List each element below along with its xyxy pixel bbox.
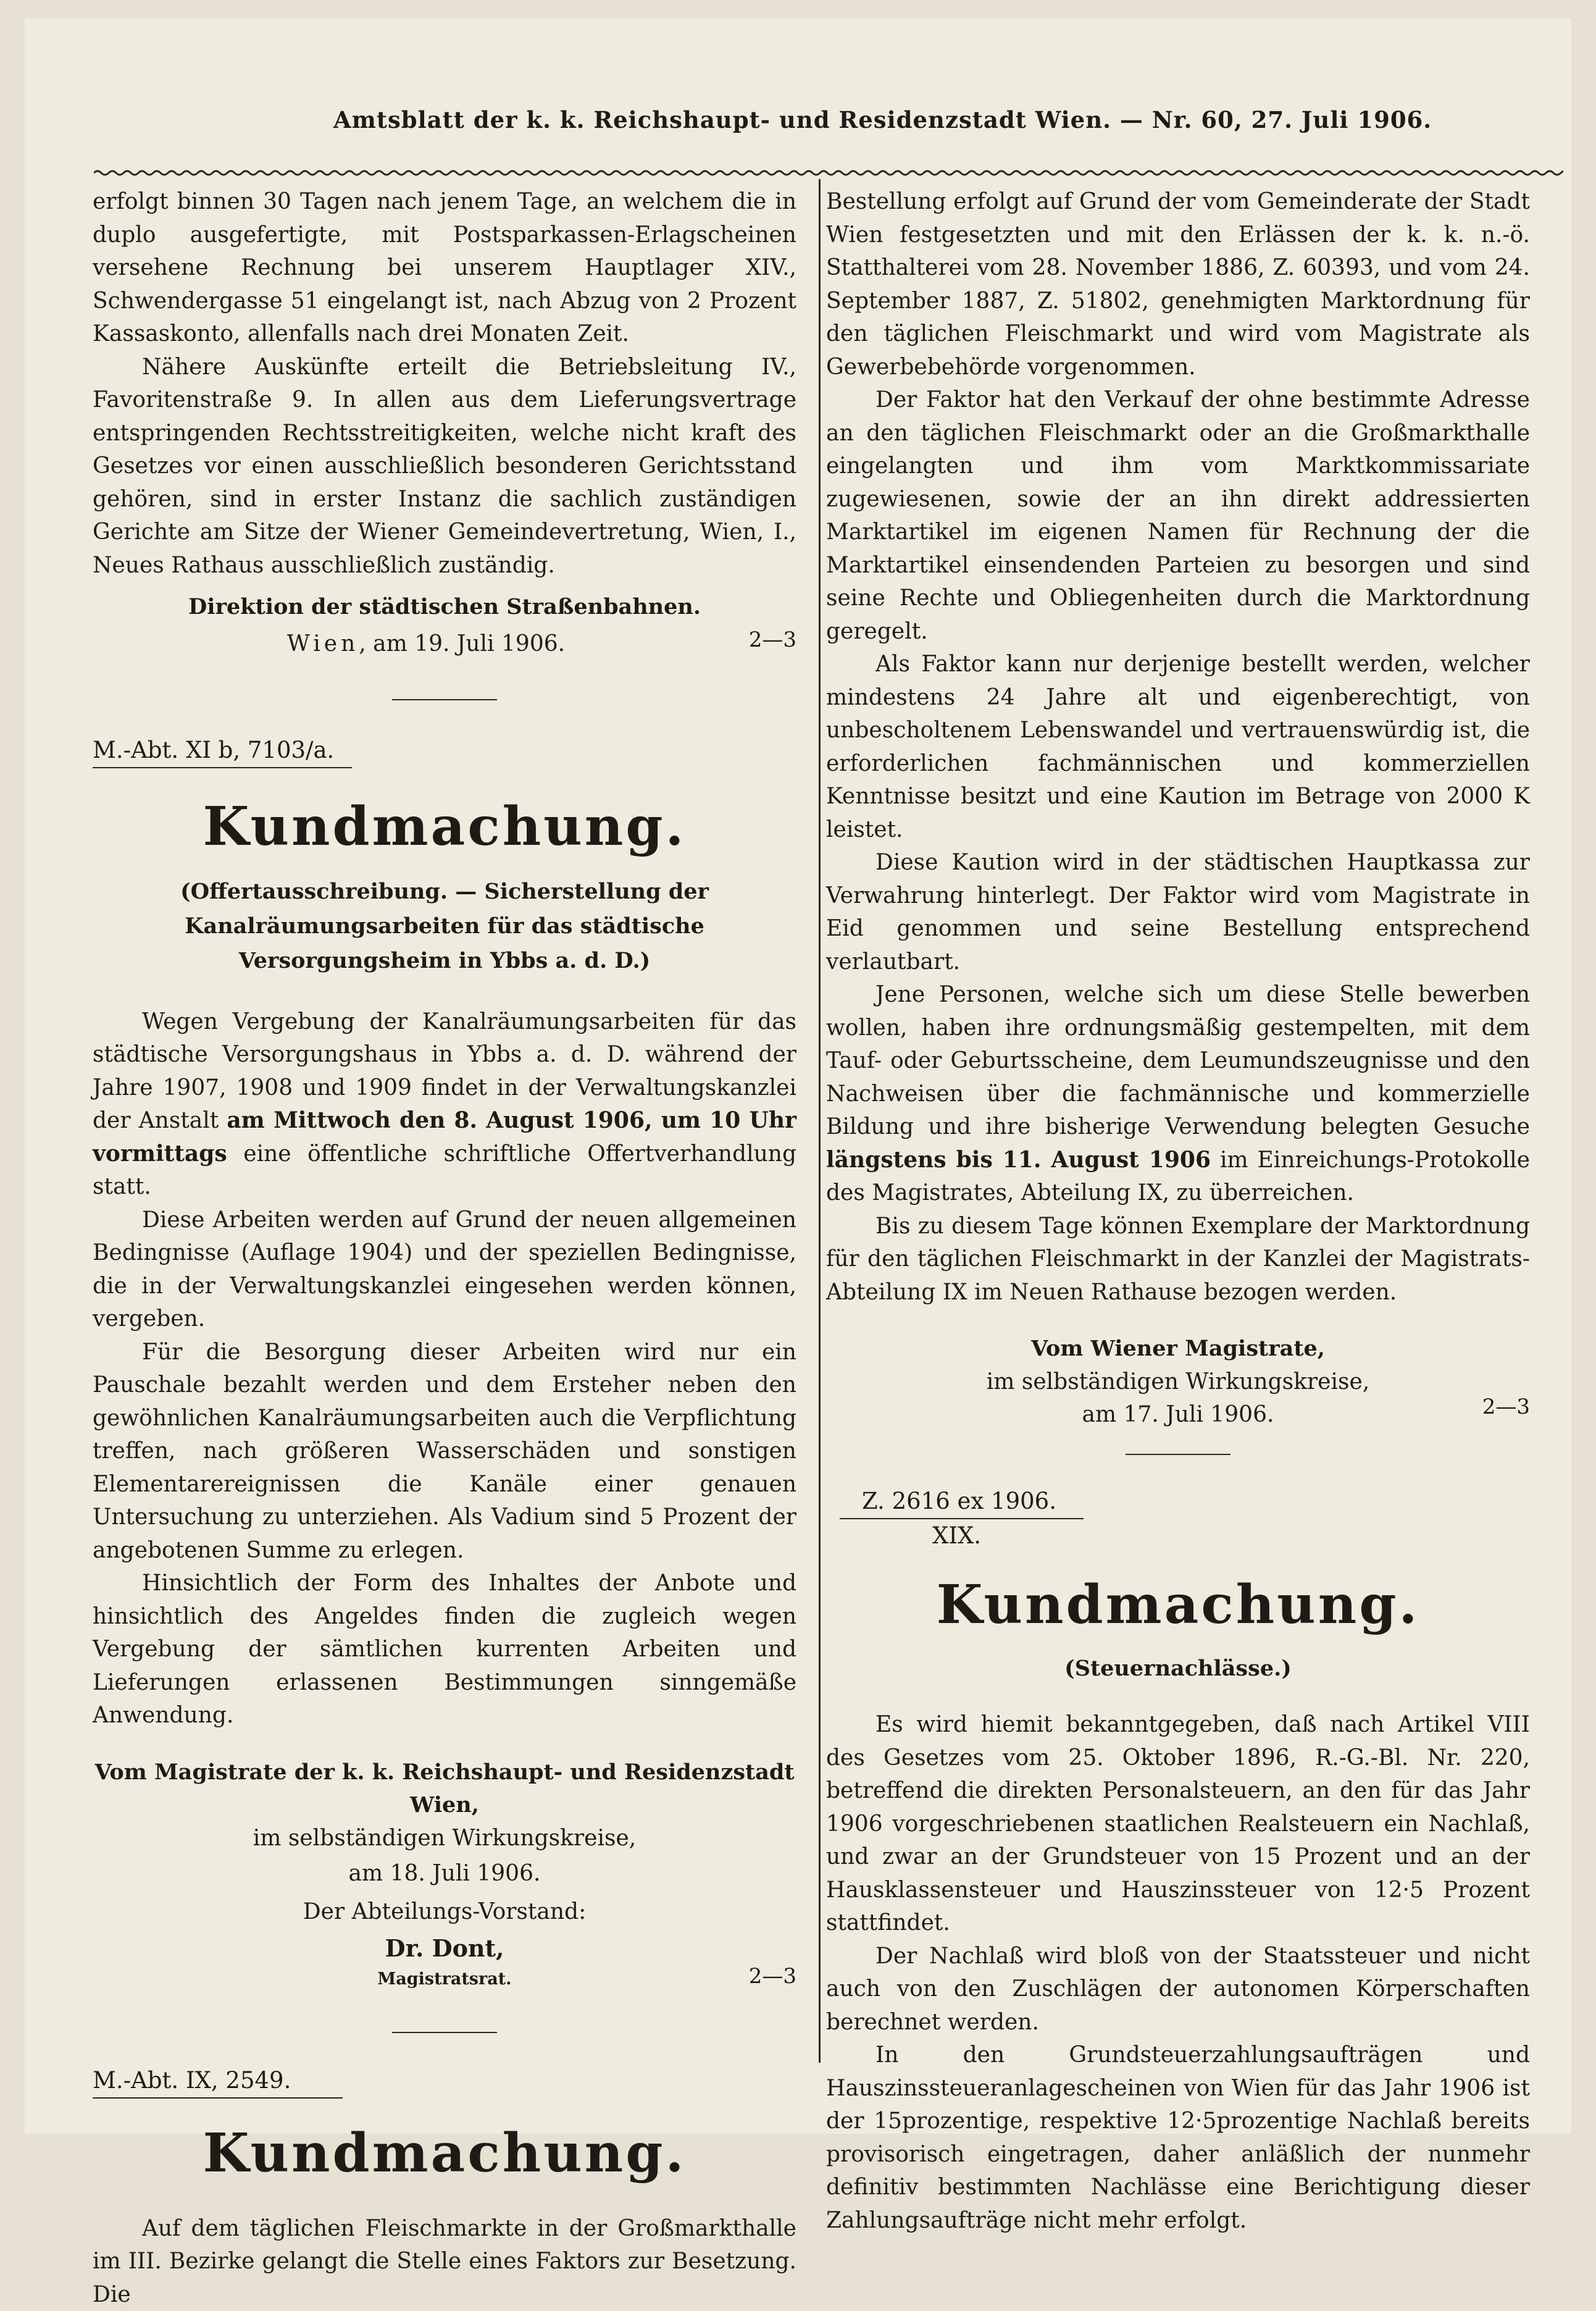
notice2-p5-deadline: längstens bis 11. August 1906: [826, 1147, 1211, 1173]
notice2-sig-line1: Vom Wiener Magistrate,: [826, 1332, 1530, 1365]
intro-date-row: [93, 627, 796, 661]
notice2-paragraph-1-start: Auf dem täglichen Fleischmarkte in der Großmarkthalle im III. Bezirke gelangt die Stelle eines Faktors zur Besetzung. Die: [93, 2212, 796, 2311]
intro-number: 2—3: [749, 627, 796, 652]
separator-rule: [392, 2032, 497, 2033]
notice1-p1-end: eine öffentliche schriftliche Offertverhandlung statt.: [93, 1141, 796, 1200]
notice3-ref: Z. 2616 ex 1906.: [840, 1485, 1084, 1518]
notice3-title: Kundmachung.: [826, 1571, 1530, 1639]
notice2-paragraph-5: [826, 978, 1530, 1210]
notice2-paragraph-3: Als Faktor kann nur derjenige bestellt werden, welcher mindestens 24 Jahre alt und eigenberechtigt, von unbescholtenem Lebenswandel und vertrauenswürdig ist, die erforderlichen fachmännischen und kommerziellen Kenntnisse besitzt und eine Kaution im Betrage von 2000 K leistet.: [826, 648, 1530, 846]
intro-paragraph-1: erfolgt binnen 30 Tagen nach jenem Tage, an welchem die in duplo ausgefertigte, mit Postsparkassen-Erlagscheinen versehene Rechnung bei unserem Hauptlager XIV., Schwendergasse 51 eingelangt ist, nach Abzug von 2 Prozent Kassaskonto, allenfalls nach drei Monaten Zeit.: [93, 185, 796, 351]
notice1-paragraph-2: Diese Arbeiten werden auf Grund der neuen allgemeinen Bedingnisse (Auflage 1904) und der speziellen Bedingnisse, die in der Verwaltungskanzlei eingesehen werden können, vergeben.: [93, 1204, 796, 1336]
notice2-title: Kundmachung.: [93, 2120, 796, 2187]
separator-rule: [392, 699, 497, 700]
notice2-paragraph-2: Der Faktor hat den Verkauf der ohne bestimmte Adresse an den täglichen Fleischmarkt oder an die Großmarkthalle eingelangten und ihm vom Marktkommissariate zugewiesenen, sowie der an ihn direkt addressierten Marktartikel im eigenen Namen für Rechnung der die Marktartikel einsendenden Parteien zu besorgen und sind seine Rechte und Obliegenheiten durch die Marktordnung geregelt.: [826, 384, 1530, 648]
notice2-p5-start: Jene Personen, welche sich um diese Stelle bewerben wollen, haben ihre ordnungsmäßig gestempelten, mit dem Tauf- oder Geburtsscheine, dem Leumundszeugnisse und den Nachweisen über die fachmännische und kommerzielle Bildung und ihre bisherige Verwendung belegten Gesuche: [826, 982, 1530, 1139]
notice2-number: 2—3: [1482, 1395, 1530, 1419]
notice1-p1-start: Wegen Vergebung der Kanalräumungsarbeiten für das städtische Versorgungshaus in Ybbs a. d. D. während der Jahre 1907, 1908 und 1909 findet in der Verwaltungskanzlei der Anstalt: [93, 1009, 796, 1134]
column-divider: [819, 179, 821, 2063]
header-wavy-rule: [94, 168, 1563, 178]
notice2-sig-date-row: [826, 1398, 1530, 1432]
page-header: Amtsblatt der k. k. Reichshaupt- und Residenzstadt Wien. — Nr. 60, 27. Juli 1906.: [333, 106, 1272, 133]
notice3-ref2: XIX.: [840, 1519, 1084, 1553]
notice1-paragraph-4: Hinsichtlich der Form des Inhaltes der Anbote und hinsichtlich des Angeldes finden die zugleich wegen Vergebung der sämtlichen kurrenten Arbeiten und Lieferungen erlassenen Bestimmungen sinngemäße Anwendung.: [93, 1567, 796, 1732]
notice2-ref-underline: [93, 2097, 343, 2099]
notice3-ref-block: [840, 1485, 1084, 1553]
left-column: [93, 185, 796, 2311]
notice1-sig-title: Magistratsrat.: [93, 1965, 796, 1994]
intro-signatory: Direktion der städtischen Straßenbahnen.: [93, 590, 796, 624]
notice1-sig-title-row: [93, 1965, 796, 1996]
notice1-sig-date: am 18. Juli 1906.: [93, 1857, 796, 1890]
notice1-ref-block: [93, 734, 352, 768]
notice1-title: Kundmachung.: [93, 793, 796, 861]
notice2-paragraph-6: Bis zu diesem Tage können Exemplare der Marktordnung für den täglichen Fleischmarkt in der Kanzlei der Magistrats-Abteilung IX im Neuen Rathause bezogen werden.: [826, 1210, 1530, 1309]
notice2-paragraph-4: Diese Kaution wird in der städtischen Hauptkassa zur Verwahrung hinterlegt. Der Faktor wird vom Magistrate in Eid genommen und seine Bestellung entsprechend verlautbart.: [826, 846, 1530, 978]
notice1-paragraph-1: [93, 1005, 796, 1204]
notice2-paragraph-1-cont: Bestellung erfolgt auf Grund der vom Gemeinderate der Stadt Wien festgesetzten und mit den Erlässen der k. k. n.-ö. Statthalterei vom 28. November 1886, Z. 60393, und vom 24. September 1887, Z. 51802, genehmigten Marktordnung für den täglichen Fleischmarkt und wird vom Magistrate als Gewerbebehörde vorgenommen.: [826, 185, 1530, 384]
separator-rule: [1126, 1454, 1230, 1455]
intro-place: Wien: [287, 631, 359, 656]
notice2-ref-block: [93, 2064, 343, 2099]
notice1-sig-role: Der Abteilungs-Vorstand:: [93, 1895, 796, 1929]
notice3-paragraph-3: In den Grundsteuerzahlungsaufträgen und Hauszinssteueranlagescheinen von Wien für das Jahr 1906 ist der 15prozentige, respektive 12·5prozentige Nachlaß bereits provisorisch eingetragen, daher anläßlich der nunmehr definitiv bestimmten Nachlässe eine Berichtigung dieser Zahlungsaufträge nicht mehr erfolgt.: [826, 2039, 1530, 2237]
notice1-p1-date: am Mittwoch den 8. August 1906, um 10 Uhr vormittags: [93, 1107, 796, 1167]
notice3-paragraph-2: Der Nachlaß wird bloß von der Staatssteuer und nicht auch von den Zuschlägen der autonomen Körperschaften berechnet werden.: [826, 1940, 1530, 2039]
notice1-number: 2—3: [749, 1964, 796, 1989]
intro-paragraph-2: Nähere Auskünfte erteilt die Betriebsleitung IV., Favoritenstraße 9. In allen aus dem Lieferungsvertrage entspringenden Rechtsstreitigkeiten, welche nicht kraft des Gesetzes vor einen ausschließlich besonderen Gerichtsstand gehören, sind in erster Instanz die sachlich zuständigen Gerichte am Sitze der Wiener Gemeindevertretung, Wien, I., Neues Rathaus ausschließlich zuständig.: [93, 351, 796, 582]
notice2-sig-line2: im selbständigen Wirkungskreise,: [826, 1365, 1530, 1399]
intro-date-text: , am 19. Juli 1906.: [359, 631, 565, 656]
right-column: [826, 185, 1530, 2237]
intro-date: [56, 627, 796, 661]
notice3-subtitle: (Steuernachlässe.): [826, 1651, 1530, 1686]
notice3-paragraph-1: Es wird hiemit bekanntgegeben, daß nach Artikel VIII des Gesetzes vom 25. Oktober 1896, R.-G.-Bl. Nr. 220, betreffend die direkten Personalsteuern, an den für das Jahr 1906 vorgeschriebenen staatlichen Realsteuern ein Nachlaß, und zwar an der Grundsteuer von 15 Prozent und an der Hausklassensteuer und Hauszinssteuer von 12·5 Prozent stattfindet.: [826, 1708, 1530, 1940]
notice1-sig-line2: im selbständigen Wirkungskreise,: [93, 1822, 796, 1855]
notice2-p5-end: im Einreichungs-Protokolle des Magistrates, Abteilung IX, zu überreichen.: [826, 1147, 1530, 1206]
notice2-sig-date: am 17. Juli 1906.: [826, 1398, 1530, 1432]
notice1-subtitle: (Offertausschreibung. — Sicherstellung der Kanalräumungsarbeiten für das städtische Versorgungsheim in Ybbs a. d. D.): [93, 874, 796, 978]
notice1-ref-underline: [93, 767, 352, 768]
notice2-ref: M.-Abt. IX, 2549.: [93, 2064, 343, 2097]
notice1-sig-name: Dr. Dont,: [93, 1932, 796, 1965]
notice1-sig-line1: Vom Magistrate der k. k. Reichshaupt- und Residenzstadt Wien,: [93, 1756, 796, 1822]
notice1-ref: M.-Abt. XI b, 7103/a.: [93, 734, 352, 767]
notice1-paragraph-3: Für die Besorgung dieser Arbeiten wird nur ein Pauschale bezahlt werden und dem Ersteher neben den gewöhnlichen Kanalräumungsarbeiten auch die Verpflichtung treffen, nach größeren Wasserschäden und sonstigen Elementarereignissen die Kanäle einer genauen Untersuchung zu unterziehen. Als Vadium sind 5 Prozent der angebotenen Summe zu erlegen.: [93, 1336, 796, 1567]
